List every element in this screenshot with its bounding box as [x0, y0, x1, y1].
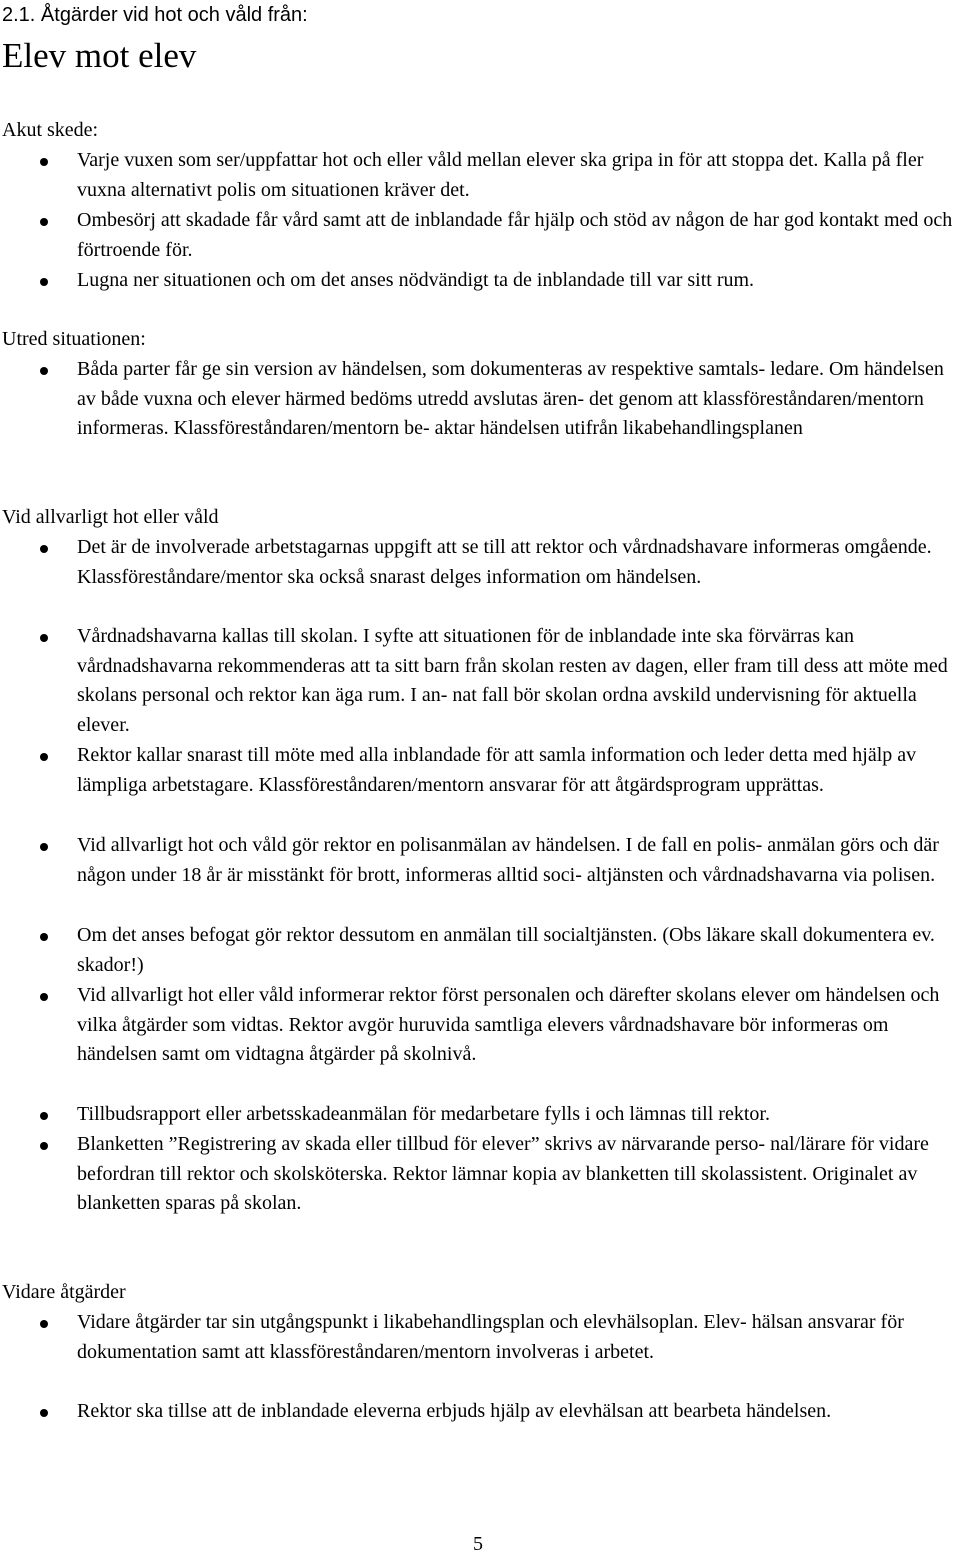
list-item: Rektor kallar snarast till möte med alla inblandade för att samla information och leder detta med hjälp av lämpliga arbetstagare. Klassföreståndaren/mentorn ansvarar för att åtgärdsprogram upprättas. — [77, 741, 957, 800]
bullet-icon — [40, 218, 48, 226]
list-item: Varje vuxen som ser/uppfattar hot och eller våld mellan elever ska gripa in för att stoppa det. Kalla på fler vuxna alternativt polis om situationen kräver det. — [77, 146, 957, 205]
bullet-icon — [40, 1409, 48, 1417]
section-number-header: 2.1. Åtgärder vid hot och våld från: — [2, 4, 308, 26]
list-item: Båda parter får ge sin version av händelsen, som dokumenteras av respektive samtals- ledare. Om händelsen av både vuxna och elever härmed bedöms utredd avslutas ären- det genom att klassföreståndaren/mentorn informeras. Klassföreståndaren/mentorn be- aktar händelsen utifrån likabehandlingsplanen — [77, 355, 957, 444]
list-item: Rektor ska tillse att de inblandade eleverna erbjuds hjälp av elevhälsan att bearbeta händelsen. — [77, 1397, 957, 1427]
list-item: Vid allvarligt hot eller våld informerar rektor först personalen och därefter skolans elever om händelsen och vilka åtgärder som vidtas. Rektor avgör huruvida samtliga elevers vårdnadshavare bör informeras om händelsen samt om vidtagna åtgärder på skolnivå. — [77, 981, 957, 1070]
bullet-icon — [40, 158, 48, 166]
bullet-icon — [40, 1112, 48, 1120]
list-item: Blanketten ”Registrering av skada eller tillbud för elever” skrivs av närvarande perso- nal/lärare för vidare befordran till rektor och skolsköterska. Rektor lämnar kopia av blanketten till skolassistent. Originalet av blanketten sparas på skolan. — [77, 1130, 957, 1219]
list-item: Tillbudsrapport eller arbetsskadeanmälan för medarbetare fylls i och lämnas till rektor. — [77, 1100, 957, 1130]
bullet-icon — [40, 367, 48, 375]
section-heading-akut-skede: Akut skede: — [2, 119, 99, 141]
bullet-icon — [40, 634, 48, 642]
list-item: Ombesörj att skadade får vård samt att de inblandade får hjälp och stöd av någon de har god kontakt med och förtroende för. — [77, 206, 957, 265]
list-item: Det är de involverade arbetstagarnas uppgift att se till att rektor och vårdnadshavare informeras omgående. Klassföreståndare/mentor ska också snarast delges information om händelsen. — [77, 533, 957, 592]
bullet-icon — [40, 843, 48, 851]
list-item: Vid allvarligt hot och våld gör rektor en polisanmälan av händelsen. I de fall en polis- anmälan görs och där någon under 18 år är misstänkt för brott, informeras alltid soci- altjänsten och vårdnadshavarna via polisen. — [77, 831, 957, 890]
bullet-icon — [40, 545, 48, 553]
page-number: 5 — [473, 1533, 483, 1555]
bullet-icon — [40, 1142, 48, 1150]
page-title: Elev mot elev — [2, 36, 197, 75]
list-item: Vidare åtgärder tar sin utgångspunkt i likabehandlingsplan och elevhälsoplan. Elev- hälsan ansvarar för dokumentation samt att klassföreståndaren/mentorn involveras i arbetet. — [77, 1308, 957, 1367]
bullet-icon — [40, 1320, 48, 1328]
list-item: Vårdnadshavarna kallas till skolan. I syfte att situationen för de inblandade inte ska förvärras kan vårdnadshavarna rekommenderas att ta sitt barn från skolan resten av dagen, eller fram till dess att möte med skolans personal och rektor kan äga rum. I an- nat fall bör skolan ordna avskild undervisning för aktuella elever. — [77, 622, 957, 740]
list-item: Om det anses befogat gör rektor dessutom en anmälan till socialtjänsten. (Obs läkare skall dokumentera ev. skador!) — [77, 921, 957, 980]
section-heading-utred-situationen: Utred situationen: — [2, 328, 146, 350]
bullet-icon — [40, 933, 48, 941]
bullet-icon — [40, 278, 48, 286]
bullet-icon — [40, 993, 48, 1001]
section-heading-vidare-atgarder: Vidare åtgärder — [2, 1281, 126, 1303]
section-heading-vid-allvarligt-hot: Vid allvarligt hot eller våld — [2, 506, 219, 528]
bullet-icon — [40, 753, 48, 761]
list-item: Lugna ner situationen och om det anses nödvändigt ta de inblandade till var sitt rum. — [77, 266, 957, 296]
